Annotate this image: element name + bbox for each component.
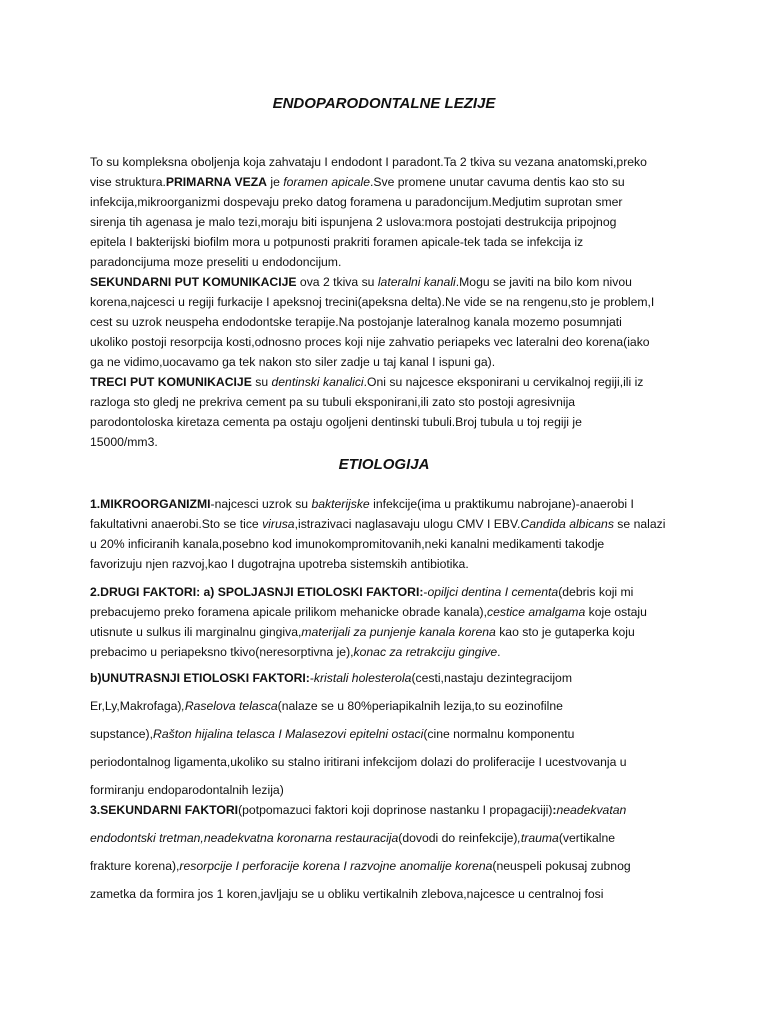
text-line: [90, 534, 690, 554]
other-factors-paragraph: [90, 582, 690, 662]
microorganisms-paragraph: [90, 494, 690, 574]
text-run: su: [251, 375, 272, 389]
intro-paragraph: [90, 152, 690, 452]
text-run: parodontoloska kiretaza cementa pa ostaju ogoljeni dentinski tubuli.Broj tubula u toj regiji je: [90, 415, 582, 429]
text-run: opiljci dentina I cementa: [427, 585, 559, 599]
text-run: supstance),: [90, 727, 154, 741]
text-line: [90, 852, 690, 880]
text-line: [90, 252, 690, 272]
text-run: b)UNUTRASNJI ETIOLOSKI FAKTORI:: [90, 671, 310, 685]
text-run: zametka da formira jos 1 koren,javljaju se u obliku vertikalnih zlebova,najcesce u centralnoj fosi: [90, 887, 604, 901]
text-run: (debris koji mi: [558, 585, 634, 599]
text-run: Rašton hijalina telasca I Malasezovi epitelni ostaci: [153, 727, 424, 741]
text-line: [90, 748, 690, 776]
text-run: korena,najcesci u regiji furkacije I apeksnoj trecini(apeksna delta).Ne vide se na rengenu,sto je problem,I: [90, 295, 655, 309]
text-run: materijali za punjenje kanala korena: [301, 625, 496, 639]
text-run: infekcija,mikroorganizmi dospevaju preko datog foramena u paradoncijum.Medjutim suprotan smer: [90, 195, 623, 209]
text-line: [90, 152, 690, 172]
text-run: (vertikalne: [558, 831, 616, 845]
text-line: [90, 292, 690, 312]
text-run: ,istrazivaci naglasavaju ulogu CMV I EBV.: [294, 517, 521, 531]
text-run: .: [497, 645, 501, 659]
text-run: To su kompleksna oboljenja koja zahvataju I endodont I paradont.Ta 2 tkiva su vezana anatomski,preko: [90, 155, 647, 169]
text-run: sirenja tih agenasa je malo tezi,moraju biti ispunjena 2 uslova:mora postojati destrukcija pripojnog: [90, 215, 617, 229]
text-run: (potpomazuci faktori koji doprinose nastanku I propagaciji): [238, 803, 553, 817]
text-run: foramen apicale: [283, 175, 370, 189]
text-run: favorizuju njen razvoj,kao I dugotrajna upotreba sistemskih antibiotika.: [90, 557, 469, 571]
text-line: [90, 582, 690, 602]
text-run: kao sto je gutaperka koju: [495, 625, 635, 639]
text-line: [90, 494, 690, 514]
text-run: .Oni su najcesce eksponirani u cervikalnoj regiji,ili iz: [363, 375, 644, 389]
text-run: 1.MIKROORGANIZMI: [90, 497, 211, 511]
text-run: konac za retrakciju gingive: [353, 645, 498, 659]
text-run: (cesti,nastaju dezintegracijom: [411, 671, 572, 685]
text-line: [90, 372, 690, 392]
text-run: razloga sto gledj ne prekriva cement pa su tubuli eksponirani,ili zato sto postoji agresivnija: [90, 395, 576, 409]
text-line: [90, 392, 690, 412]
text-line: [90, 232, 690, 252]
text-run: virusa: [262, 517, 295, 531]
text-run: .Sve promene unutar cavuma dentis kao sto su: [369, 175, 625, 189]
text-run: ,trauma: [517, 831, 559, 845]
text-run: resorpcije I perforacije korena I razvojne anomalije korena: [179, 859, 493, 873]
text-run: Candida albicans: [520, 517, 614, 531]
text-line: [90, 642, 690, 662]
secondary-factors-paragraph: [90, 796, 690, 908]
text-line: [90, 664, 690, 692]
text-line: [90, 622, 690, 642]
text-run: ga ne vidimo,uocavamo ga tek nakon sto siler zadje u taj kanal I ispuni ga).: [90, 355, 496, 369]
text-run: (neuspeli pokusaj zubnog: [492, 859, 631, 873]
text-run: fakultativni anaerobi.Sto se tice: [90, 517, 263, 531]
text-run: bakterijske: [311, 497, 370, 511]
text-line: [90, 602, 690, 622]
text-run: koje ostaju: [585, 605, 647, 619]
text-line: [90, 432, 690, 452]
text-line: [90, 332, 690, 352]
text-run: TRECI PUT KOMUNIKACIJE: [90, 375, 252, 389]
text-run: (dovodi do reinfekcije): [398, 831, 518, 845]
text-run: ova 2 tkiva su: [296, 275, 378, 289]
text-run: dentinski kanalici: [271, 375, 364, 389]
text-line: [90, 272, 690, 292]
text-run: -: [309, 671, 314, 685]
text-run: Er,Ly,Makrofaga): [90, 699, 182, 713]
text-run: -najcesci uzrok su: [210, 497, 312, 511]
text-line: [90, 796, 690, 824]
text-run: :: [552, 803, 557, 817]
section-heading-etiologija: ETIOLOGIJA: [338, 456, 430, 473]
text-line: [90, 720, 690, 748]
text-run: SEKUNDARNI PUT KOMUNIKACIJE: [90, 275, 297, 289]
text-run: PRIMARNA VEZA: [165, 175, 267, 189]
text-run: cestice amalgama: [487, 605, 586, 619]
text-line: [90, 692, 690, 720]
text-run: -: [423, 585, 428, 599]
text-line: [90, 212, 690, 232]
text-line: [90, 824, 690, 852]
text-run: endodontski tretman,neadekvatna koronarna restauracija: [90, 831, 399, 845]
text-run: ,Raselova telasca: [181, 699, 278, 713]
text-line: [90, 352, 690, 372]
text-run: utisnute u sulkus ili marginalnu gingiva,: [90, 625, 302, 639]
text-line: [90, 172, 690, 192]
text-run: frakture korena),: [90, 859, 180, 873]
text-run: vise struktura.: [90, 175, 166, 189]
text-run: periodontalnog ligamenta,ukoliko su stalno iritirani infekcijom dolazi do proliferacije I ucestvovanja u: [90, 755, 627, 769]
text-run: ukoliko postoji resorpcija kosti,odnosno proces koji nije zahvatio periapeks vec lateralni deo korena(iako: [90, 335, 650, 349]
text-run: (cine normalnu komponentu: [423, 727, 575, 741]
text-run: 2.DRUGI FAKTORI: a) SPOLJASNJI ETIOLOSKI FAKTORI:: [90, 585, 424, 599]
text-run: u 20% inficiranih kanala,posebno kod imunokompromitovanih,neki kanalni medikamenti takodje: [90, 537, 605, 551]
text-run: se nalazi: [613, 517, 666, 531]
text-run: paradoncijuma moze preseliti u endodoncijum.: [90, 255, 342, 269]
text-run: formiranju endoparodontalnih lezija): [90, 783, 284, 797]
text-line: [90, 412, 690, 432]
text-run: .Mogu se javiti na bilo kom nivou: [455, 275, 632, 289]
internal-factors-paragraph: [90, 664, 690, 804]
text-run: 15000/mm3.: [90, 435, 158, 449]
text-run: infekcije(ima u praktikumu nabrojane)-anaerobi I: [369, 497, 634, 511]
text-run: cest su uzrok neuspeha endodontske terapije.Na postojanje lateralnog kanala mozemo posumnjati: [90, 315, 622, 329]
text-run: epitela I bakterijski biofilm mora u potpunosti prakriti foramen apicale-tek tada se infekcija iz: [90, 235, 584, 249]
text-line: [90, 514, 690, 534]
text-line: [90, 312, 690, 332]
text-line: [90, 554, 690, 574]
text-run: prebacujemo preko foramena apicale prilikom mehanicke obrade kanala),: [90, 605, 487, 619]
text-line: [90, 880, 690, 908]
text-run: kristali holesterola: [313, 671, 412, 685]
text-run: je: [266, 175, 284, 189]
text-line: [90, 192, 690, 212]
text-run: (nalaze se u 80%periapikalnih lezija,to su eozinofilne: [277, 699, 563, 713]
text-run: neadekvatan: [556, 803, 627, 817]
document-title: ENDOPARODONTALNE LEZIJE: [272, 95, 496, 112]
text-run: 3.SEKUNDARNI FAKTORI: [90, 803, 239, 817]
text-run: lateralni kanali: [377, 275, 456, 289]
text-run: prebacimo u periapeksno tkivo(neresorptivna je),: [90, 645, 354, 659]
